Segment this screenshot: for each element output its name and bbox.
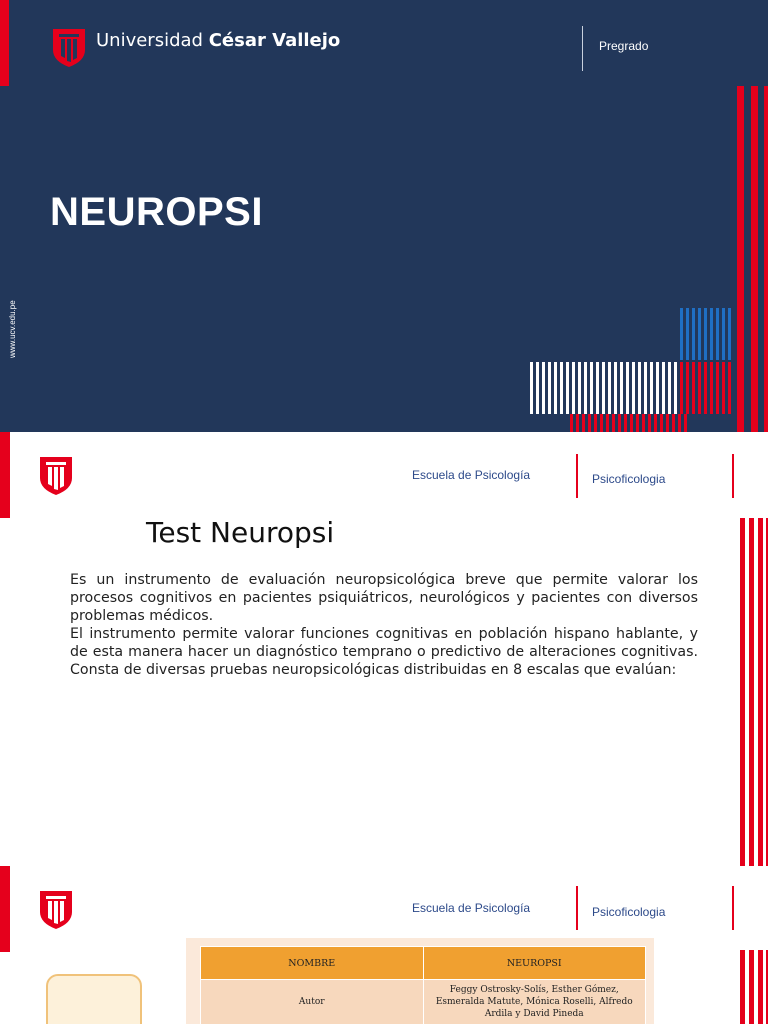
header-divider bbox=[732, 886, 734, 930]
ucv-logo-icon bbox=[52, 28, 86, 68]
decorative-stripes bbox=[736, 950, 768, 1024]
table-header-cell: NEUROPSI bbox=[423, 947, 646, 980]
table-header-cell: NOMBRE bbox=[201, 947, 424, 980]
ucv-logo-icon bbox=[39, 456, 73, 496]
school-label: Escuela de Psicología bbox=[412, 468, 531, 482]
slide-heading: Test Neuropsi bbox=[146, 516, 335, 549]
header-divider bbox=[582, 26, 583, 71]
level-label: Pregrado bbox=[599, 39, 649, 53]
decorative-stripes bbox=[736, 518, 768, 866]
table-header-row bbox=[201, 947, 646, 980]
course-label: Psicoficologia bbox=[592, 905, 666, 919]
cover-slide bbox=[0, 0, 768, 432]
red-accent-bar bbox=[0, 866, 10, 952]
school-label: Escuela de Psicología bbox=[412, 901, 531, 915]
paragraph: El instrumento permite valorar funciones cognitivas en población hispano hablante, y de esta manera hacer un diagnóstico temprano o predictivo de alteraciones cognitivas. Consta de diversas pruebas neuropsicológicas distribuidas en 8 escalas que evalúan: bbox=[70, 626, 698, 678]
ucv-logo-icon bbox=[39, 890, 73, 930]
website-label: www.ucv.edu.pe bbox=[8, 300, 17, 358]
info-table-container bbox=[186, 938, 654, 1024]
table-row bbox=[201, 980, 646, 1024]
header-divider bbox=[576, 886, 578, 930]
decorative-box bbox=[46, 974, 142, 1024]
slide-body bbox=[70, 571, 698, 679]
header-divider bbox=[576, 454, 578, 498]
decorative-stripes bbox=[520, 80, 768, 432]
info-table bbox=[200, 946, 646, 1024]
course-label: Psicoficologia bbox=[592, 472, 666, 486]
table-cell: Autor bbox=[201, 980, 424, 1024]
paragraph: Es un instrumento de evaluación neuropsicológica breve que permite valorar los procesos cognitivos en pacientes psiquiátricos, neurológicos y pacientes con diversos problemas médicos. bbox=[70, 572, 698, 624]
red-accent-bar bbox=[0, 0, 9, 86]
content-slide bbox=[0, 432, 768, 866]
table-cell: Feggy Ostrosky-Solís, Esther Gómez, Esmeralda Matute, Mónica Roselli, Alfredo Ardila y David Pineda bbox=[423, 980, 646, 1024]
table-slide bbox=[0, 866, 768, 1024]
red-accent-bar bbox=[0, 432, 10, 518]
university-name: Universidad César Vallejo bbox=[96, 30, 341, 51]
cover-title: NEUROPSI bbox=[50, 190, 263, 234]
header-divider bbox=[732, 454, 734, 498]
